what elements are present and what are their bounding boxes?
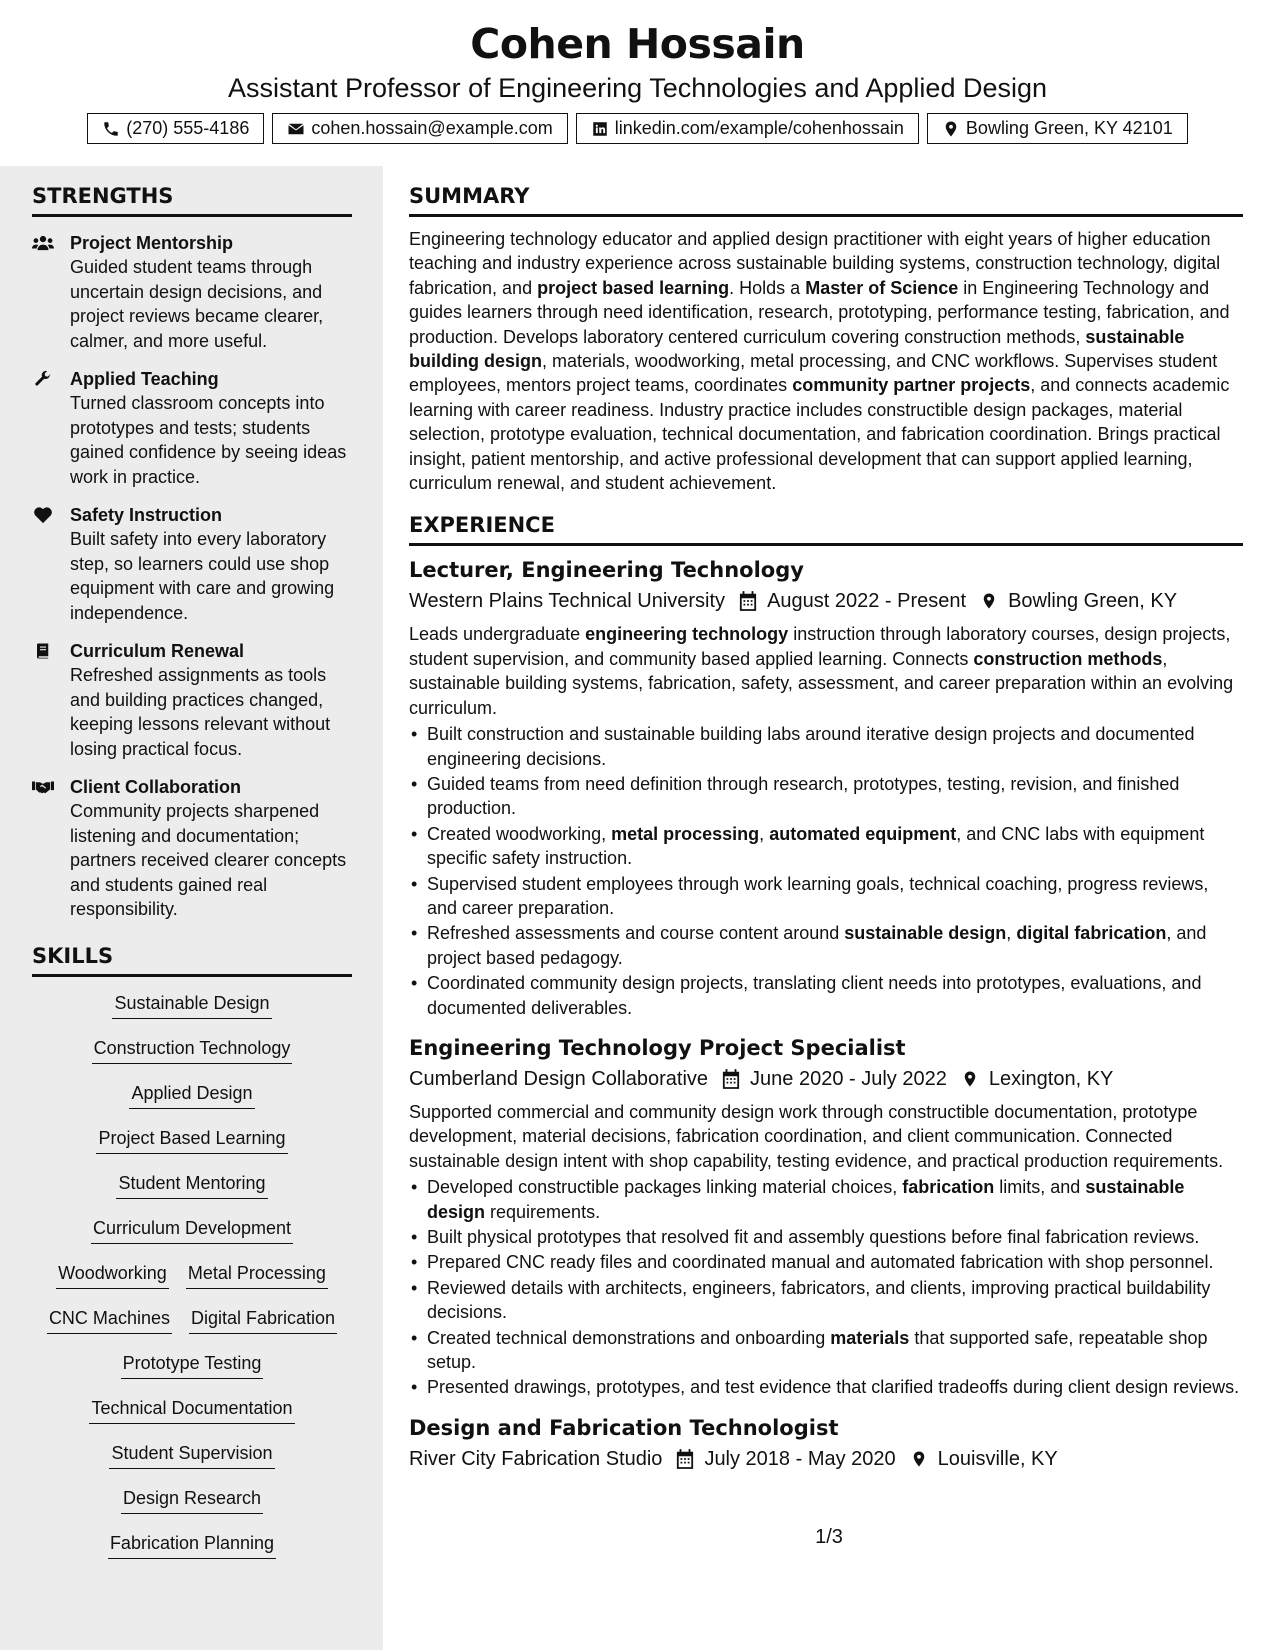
job-bullets	[409, 722, 1243, 1020]
job-entry	[409, 1414, 1243, 1474]
text-run: Built construction and sustainable building labs around iterative design projects and documented engineering decisions.	[427, 724, 1195, 769]
skill-row	[109, 1441, 274, 1486]
job-location: Louisville, KY	[937, 1447, 1058, 1470]
skill-row	[112, 991, 271, 1036]
skill-tag: CNC Machines	[47, 1306, 172, 1334]
skill-tag: Metal Processing	[186, 1261, 328, 1289]
bold-keyword: sustainable design	[427, 1177, 1185, 1222]
skill-tag: Sustainable Design	[112, 991, 271, 1019]
job-meta	[409, 586, 1243, 616]
job-bullets	[409, 1175, 1243, 1400]
list-item	[409, 722, 1243, 771]
strength-desc: Built safety into every laboratory step, so learners could use shop equipment with care and growing independence.	[70, 529, 335, 623]
strength-item	[32, 775, 352, 922]
skill-row	[108, 1531, 276, 1576]
bold-keyword: construction methods	[973, 648, 1163, 669]
job-dates: August 2022 - Present	[767, 590, 967, 613]
calendar-icon	[676, 1449, 694, 1469]
strength-item	[32, 367, 352, 489]
skill-tag: Technical Documentation	[89, 1396, 294, 1424]
wrench-icon	[32, 370, 54, 388]
job-location: Bowling Green, KY	[1008, 590, 1178, 613]
bold-keyword: materials	[830, 1327, 910, 1348]
heart-icon	[32, 506, 54, 524]
calendar-icon	[739, 591, 757, 611]
text-run: , materials, woodworking, metal processing, and CNC workflows. Supervises student employees, mentors project teams, coordinates	[409, 351, 1218, 396]
contact-bar	[0, 113, 1275, 144]
strength-desc: Turned classroom concepts into prototypes and tests; students gained confidence by seeing ideas work in practice.	[70, 393, 347, 487]
strength-item	[32, 231, 352, 353]
strength-item	[32, 639, 352, 761]
bold-keyword: engineering technology	[585, 624, 789, 645]
text-run: ,	[1006, 923, 1017, 944]
skill-tag: Student Supervision	[109, 1441, 274, 1469]
text-run: Created woodworking,	[427, 823, 612, 844]
skill-row	[91, 1216, 293, 1261]
job-meta	[409, 1444, 1243, 1474]
bold-keyword: sustainable design	[844, 923, 1007, 944]
job-dates: July 2018 - May 2020	[704, 1447, 896, 1470]
strength-title: Client Collaboration	[70, 777, 241, 797]
strength-desc: Guided student teams through uncertain design decisions, and project reviews became clearer, calmer, and more useful.	[70, 257, 324, 351]
text-run: ,	[759, 823, 770, 844]
text-run: Refreshed assessments and course content around	[427, 923, 845, 944]
calendar-icon	[722, 1069, 740, 1089]
job-entry	[409, 556, 1243, 1020]
job-company: River City Fabrication Studio	[409, 1447, 663, 1470]
skill-tag: Curriculum Development	[91, 1216, 293, 1244]
strength-desc: Refreshed assignments as tools and building practices changed, keeping lessons relevant without losing practical focus.	[70, 665, 331, 759]
users-icon	[32, 234, 54, 252]
text-run: Developed constructible packages linking material choices,	[427, 1177, 903, 1198]
job-description	[409, 622, 1243, 720]
skill-tag: Student Mentoring	[116, 1171, 267, 1199]
skill-row	[56, 1261, 328, 1306]
list-item	[409, 921, 1243, 970]
contact-linkedin-text: linkedin.com/example/cohenhossain	[614, 118, 904, 138]
summary-text	[409, 227, 1243, 495]
map-pin-icon	[980, 591, 998, 611]
contact-linkedin[interactable]	[576, 113, 919, 144]
skill-tag: Fabrication Planning	[108, 1531, 276, 1559]
text-run: Built physical prototypes that resolved fit and assembly questions before final fabrication reviews.	[427, 1227, 1200, 1247]
bold-keyword: Master of Science	[805, 277, 959, 298]
text-run: . Holds a	[729, 277, 806, 298]
text-run: , and CNC labs with equipment specific safety instruction.	[427, 823, 1205, 869]
text-run: instruction through laboratory courses, design projects, student supervision, and community based applied learning. Connects	[409, 624, 1231, 669]
skill-row	[116, 1171, 267, 1216]
sidebar	[0, 166, 383, 1650]
skill-row	[47, 1306, 337, 1351]
text-run: that supported safe, repeatable shop setup.	[427, 1327, 1208, 1373]
job-entry	[409, 1034, 1243, 1400]
list-item	[409, 872, 1243, 921]
page-number: 1/3	[815, 1526, 843, 1548]
job-company: Western Plains Technical University	[409, 590, 726, 613]
text-run: Leads undergraduate	[409, 624, 586, 645]
contact-email-text: cohen.hossain@example.com	[311, 118, 553, 138]
list-item	[409, 1225, 1243, 1249]
phone-icon	[102, 120, 120, 138]
summary-heading: SUMMARY	[409, 184, 1243, 217]
skill-row	[89, 1396, 294, 1441]
job-description	[409, 1100, 1243, 1173]
handshake-icon	[32, 778, 54, 796]
contact-phone-text: (270) 555-4186	[126, 118, 250, 138]
skill-tag: Applied Design	[129, 1081, 254, 1109]
text-run: in Engineering Technology and guides learners through need identification, research, prototyping, performance testing, fabrication, and production. Develops laboratory centered curriculum covering construction methods,	[409, 277, 1230, 347]
skill-tag: Digital Fabrication	[189, 1306, 337, 1334]
skill-tag: Project Based Learning	[96, 1126, 287, 1154]
list-item	[409, 1250, 1243, 1274]
envelope-icon	[287, 120, 305, 138]
list-item	[409, 822, 1243, 871]
strength-title: Project Mentorship	[70, 233, 234, 253]
list-item	[409, 1375, 1243, 1399]
text-run: , and connects academic learning with career readiness. Industry practice includes constructible design packages, material selection, prototype evaluation, technical documentation, and fabrication coordination. Brings practical insight, patient mentorship, and active professional development that can support applied learning, curriculum renewal, and student achievement.	[409, 375, 1230, 494]
job-company: Cumberland Design Collaborative	[409, 1067, 709, 1090]
skills-list	[32, 991, 352, 1576]
experience-list	[409, 556, 1243, 1473]
skill-row	[129, 1081, 254, 1126]
strength-title: Safety Instruction	[70, 505, 223, 525]
text-run: Engineering technology educator and applied design practitioner with eight years of higher education teaching and industry experience across sustainable building systems, construction technology, digital fabrication, and	[409, 229, 1221, 298]
job-title: Design and Fabrication Technologist	[409, 1415, 839, 1440]
text-run: requirements.	[485, 1201, 601, 1222]
contact-phone[interactable]	[87, 113, 264, 144]
text-run: limits, and	[994, 1177, 1086, 1198]
map-pin-icon	[942, 120, 960, 138]
bold-keyword: community partner projects	[792, 375, 1031, 396]
text-run: , and project based pedagogy.	[427, 923, 1207, 968]
strengths-heading: STRENGTHS	[32, 184, 352, 217]
text-run: Presented drawings, prototypes, and test evidence that clarified tradeoffs during client design reviews.	[427, 1377, 1240, 1398]
bold-keyword: metal processing	[611, 823, 760, 844]
list-item	[409, 1276, 1243, 1325]
strength-item	[32, 503, 352, 625]
skill-row	[121, 1351, 264, 1396]
text-run: Reviewed details with architects, engineers, fabricators, and clients, improving practical buildability decisions.	[427, 1277, 1211, 1323]
job-dates: June 2020 - July 2022	[750, 1067, 947, 1090]
strength-title: Applied Teaching	[70, 369, 219, 389]
skill-row	[121, 1486, 263, 1531]
list-item	[409, 772, 1243, 821]
text-run: Prepared CNC ready files and coordinated manual and automated fabrication with shop personnel.	[427, 1252, 1214, 1273]
text-run: Supported commercial and community design work through constructible documentation, prototype development, material decisions, fabrication coordination, and client communication. Connected sustainable design intent with shop capability, testing evidence, and practical production requirements.	[409, 1101, 1224, 1171]
main-content	[383, 166, 1275, 1650]
bold-keyword: digital fabrication	[1016, 923, 1167, 944]
skill-row	[92, 1036, 293, 1081]
skill-tag: Woodworking	[56, 1261, 169, 1289]
job-location: Lexington, KY	[988, 1067, 1114, 1090]
strength-desc: Community projects sharpened listening and documentation; partners received clearer concepts and students gained real responsibility.	[70, 801, 347, 919]
experience-heading: EXPERIENCE	[409, 513, 1243, 546]
skill-tag: Prototype Testing	[121, 1351, 264, 1379]
list-item	[409, 971, 1243, 1020]
skill-row	[96, 1126, 287, 1171]
map-pin-icon	[910, 1449, 928, 1469]
list-item	[409, 1175, 1243, 1224]
bold-keyword: automated equipment	[769, 823, 957, 844]
job-title: Engineering Technology Project Specialist	[409, 1035, 906, 1060]
skill-tag: Construction Technology	[92, 1036, 293, 1064]
contact-location-text: Bowling Green, KY 42101	[965, 118, 1173, 138]
strength-title: Curriculum Renewal	[70, 641, 245, 661]
contact-email[interactable]	[272, 113, 567, 144]
bold-keyword: sustainable building design	[409, 326, 1185, 372]
book-icon	[32, 642, 54, 660]
contact-location[interactable]	[927, 113, 1188, 144]
text-run: Supervised student employees through work learning goals, technical coaching, progress reviews, and career preparation.	[427, 873, 1209, 918]
resume-header	[0, 0, 1275, 166]
list-item	[409, 1326, 1243, 1375]
bold-keyword: fabrication	[902, 1177, 995, 1198]
linkedin-icon	[591, 120, 609, 138]
candidate-name: Cohen Hossain	[470, 20, 805, 68]
candidate-title: Assistant Professor of Engineering Technologies and Applied Design	[227, 73, 1048, 103]
job-meta	[409, 1064, 1243, 1094]
text-run: Coordinated community design projects, translating client needs into prototypes, evaluations, and documented deliverables.	[427, 973, 1202, 1018]
bold-keyword: project based learning	[537, 277, 730, 298]
skills-heading: SKILLS	[32, 944, 352, 977]
map-pin-icon	[961, 1069, 979, 1089]
text-run: , sustainable building systems, fabrication, safety, assessment, and career preparation within an evolving curriculum.	[409, 648, 1234, 718]
text-run: Created technical demonstrations and onboarding	[427, 1327, 831, 1348]
job-title: Lecturer, Engineering Technology	[409, 558, 804, 583]
skill-tag: Design Research	[121, 1486, 263, 1514]
text-run: Guided teams from need definition through research, prototypes, testing, revision, and finished production.	[427, 773, 1180, 819]
